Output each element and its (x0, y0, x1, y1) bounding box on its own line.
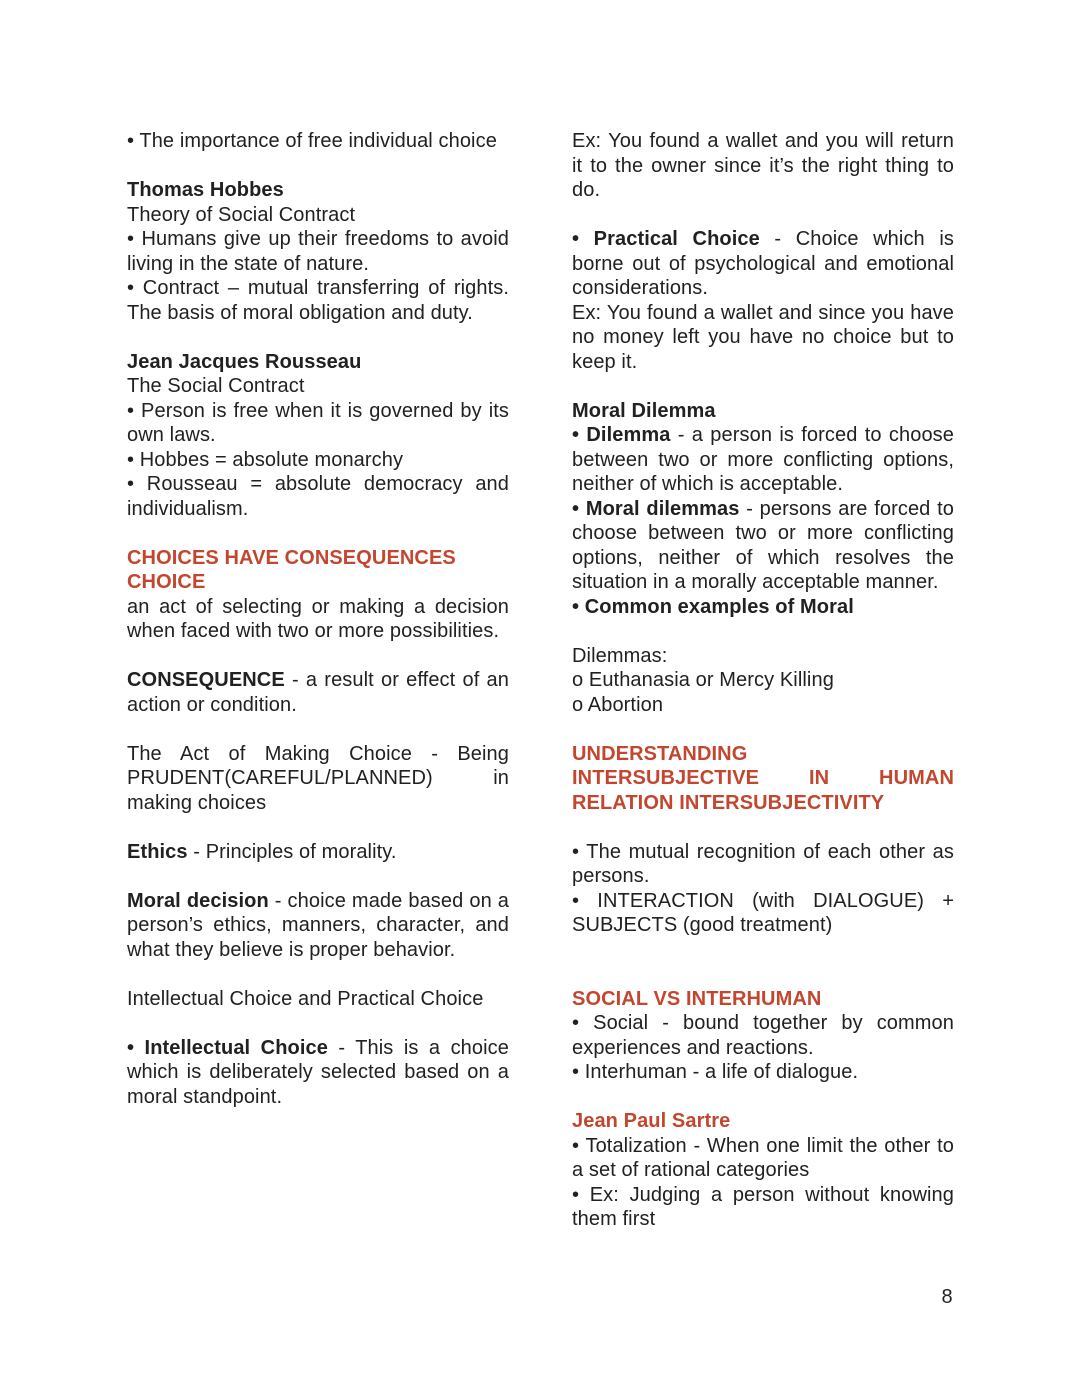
section-heading (572, 742, 954, 767)
paragraph (572, 497, 954, 595)
text-run: - a result or effect of an action or condition. (127, 669, 509, 716)
text-run: • Rousseau = absolute democracy and individualism. (127, 473, 509, 520)
text-run: Ethics (127, 840, 188, 863)
text-run: • Interhuman - a life of dialogue. (572, 1061, 859, 1083)
text-run: • Moral dilemmas (572, 497, 740, 520)
paragraph (127, 595, 509, 644)
page-number: 8 (941, 1286, 953, 1308)
text-run: RELATION INTERSUBJECTIVITY (572, 791, 885, 814)
paragraph (572, 1134, 954, 1183)
paragraph (572, 889, 954, 938)
paragraph (572, 1060, 954, 1085)
paragraph (572, 129, 954, 203)
text-run: INTERSUBJECTIVE IN HUMAN (572, 767, 954, 789)
paragraph (127, 987, 509, 1012)
text-run: The Act of Making Choice - Being PRUDENT(CAREFUL/PLANNED) in making choices (127, 742, 509, 814)
section-heading (572, 987, 954, 1012)
text-run: Intellectual Choice and Practical Choice (127, 987, 484, 1010)
text-run: CONSEQUENCE (127, 669, 285, 691)
text-run: SOCIAL VS INTERHUMAN (572, 987, 822, 1010)
text-run: Dilemmas: (572, 644, 668, 667)
text-run: • Common examples of Moral (572, 595, 854, 618)
paragraph (127, 227, 509, 276)
section-heading (572, 766, 954, 791)
text-run: • Ex: Judging a person without knowing them first (572, 1183, 954, 1230)
text-run: • Intellectual Choice (127, 1036, 328, 1059)
column-left (127, 129, 509, 1109)
text-run: • Humans give up their freedoms to avoid living in the state of nature. (127, 228, 509, 275)
text-run: • Practical Choice (572, 228, 760, 250)
column-right (572, 129, 954, 1232)
paragraph (127, 129, 509, 154)
text-run: - a person is forced to choose between two or more conflicting options, neither of which is acceptable. (572, 424, 955, 495)
paragraph (572, 423, 954, 497)
text-run: Ex: You found a wallet and since you have no money left you have no choice but to keep it. (572, 301, 954, 373)
text-run: Thomas Hobbes (127, 179, 284, 201)
paragraph (572, 1183, 954, 1232)
text-run: - Principles of morality. (187, 840, 397, 863)
paragraph (127, 472, 509, 521)
text-run: Jean Jacques Rousseau (127, 350, 362, 373)
text-run: o Euthanasia or Mercy Killing (572, 669, 834, 691)
text-run: - persons are forced to choose between two or more conflicting options, neither of which resolves the situation in a morally acceptable manner. (572, 497, 954, 593)
text-run: o Abortion (572, 693, 664, 716)
paragraph (127, 668, 509, 717)
paragraph (127, 1036, 509, 1110)
text-run: - Choice which is borne out of psychological and emotional considerations. (572, 228, 954, 299)
text-run: The Social Contract (127, 375, 305, 397)
paragraph (572, 301, 954, 375)
text-run: Moral decision (127, 889, 269, 912)
paragraph (127, 840, 509, 865)
paragraph (127, 889, 509, 963)
paragraph (572, 595, 954, 620)
section-heading (127, 546, 509, 571)
text-run: • Person is free when it is governed by its own laws. (127, 399, 509, 446)
paragraph (127, 178, 509, 203)
text-run: Moral Dilemma (572, 399, 716, 422)
paragraph (572, 644, 954, 669)
text-run: UNDERSTANDING (572, 742, 748, 765)
text-run: • Totalization - When one limit the other to a set of rational categories (572, 1134, 954, 1181)
text-run: • Contract – mutual transferring of rights. The basis of moral obligation and duty. (127, 277, 509, 324)
section-heading (572, 791, 954, 816)
paragraph (572, 693, 954, 718)
text-run: Jean Paul Sartre (572, 1110, 731, 1132)
text-run: CHOICE (127, 571, 206, 593)
text-run: • The mutual recognition of each other as persons. (572, 840, 954, 887)
paragraph (127, 399, 509, 448)
paragraph (572, 399, 954, 424)
paragraph (127, 448, 509, 473)
paragraph (127, 203, 509, 228)
text-run: Ex: You found a wallet and you will return it to the owner since it’s the right thing to do. (572, 130, 954, 201)
text-run: an act of selecting or making a decision when faced with two or more possibilities. (127, 595, 509, 642)
text-run: • Social - bound together by common experiences and reactions. (572, 1012, 954, 1059)
section-heading (572, 1109, 954, 1134)
text-run: - This is a choice which is deliberately selected based on a moral standpoint. (127, 1036, 509, 1108)
paragraph (127, 276, 509, 325)
paragraph (572, 840, 954, 889)
section-heading (127, 570, 509, 595)
text-run: • INTERACTION (with DIALOGUE) + SUBJECTS (good treatment) (572, 889, 954, 936)
text-run: • Hobbes = absolute monarchy (127, 448, 404, 471)
text-run: Theory of Social Contract (127, 203, 356, 226)
text-run: - choice made based on a person’s ethics, manners, character, and what they believe is proper behavior. (127, 889, 510, 961)
paragraph (572, 668, 954, 693)
paragraph (127, 742, 509, 816)
paragraph (572, 227, 954, 301)
text-run: • The importance of free individual choice (127, 130, 497, 152)
paragraph (127, 350, 509, 375)
text-run: CHOICES HAVE CONSEQUENCES (127, 546, 456, 569)
paragraph (572, 1011, 954, 1060)
text-run: • Dilemma (572, 424, 671, 446)
paragraph (127, 374, 509, 399)
